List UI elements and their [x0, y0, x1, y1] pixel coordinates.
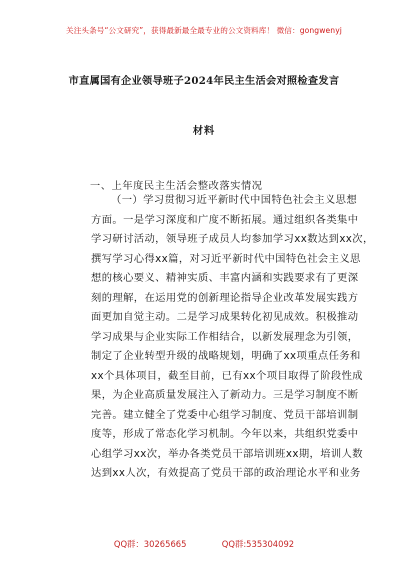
body-line: 完善。建立健全了党委中心组学习制度、党员干部培训制 [91, 408, 359, 421]
body-line: 果，为企业高质量发展注入了新动力。三是学习制度不断 [91, 389, 359, 401]
body-line: 制定了企业转型升级的战略规划，明确了xx项重点任务和 [91, 350, 361, 362]
footer-qq-groups [0, 538, 408, 550]
body-line: 面更加自觉主动。二是学习成果转化初见成效。积极推动 [91, 311, 359, 323]
footer-qq-group-2: QQ群:535304092 [221, 539, 295, 549]
header-promo-note: 关注头条号“公文研究”，获得最新最全最专业的公文资料库！ 微信：gongwenyj [66, 26, 342, 35]
body-line: 撰写学习心得xx篇，对习近平新时代中国特色社会主义思 [91, 252, 361, 265]
body-line: 心组学习xx次，举办各类党员干部培训班xx期，培训人数 [91, 447, 364, 460]
section-heading: 一、上年度民主生活会整改落实情况 [90, 181, 263, 192]
body-line: 达到xx人次，有效提高了党员干部的政治理论水平和业务 [91, 467, 361, 479]
body-line: 方面。一是学习深度和广度不断拓展。通过组织各类集中 [91, 213, 359, 226]
body-line: （一）学习贯彻习近平新时代中国特色社会主义思想 [111, 194, 358, 206]
body-line: 想的核心要义、精神实质、丰富内涵和实践要求有了更深 [91, 272, 359, 284]
document-title-line1: 市直属国有企业领导班子2024年民主生活会对照检查发言 [68, 75, 340, 87]
body-line: 学习成果与企业实际工作相结合，以新发展理念为引领， [91, 330, 359, 343]
footer-qq-group-1: QQ群：30265665 [113, 539, 187, 549]
body-line: xx个具体项目，截至目前，已有xx个项目取得了阶段性成 [91, 369, 364, 382]
body-line: 度等，形成了常态化学习机制。今年以来，共组织党委中 [91, 428, 359, 440]
document-title-line2: 材料 [192, 125, 216, 137]
body-line: 学习研讨活动，领导班子成员人均参加学习xx数达到xx次， [91, 233, 374, 245]
body-line: 刻的理解，在运用党的创新理论指导企业改革发展实践方 [91, 291, 359, 304]
